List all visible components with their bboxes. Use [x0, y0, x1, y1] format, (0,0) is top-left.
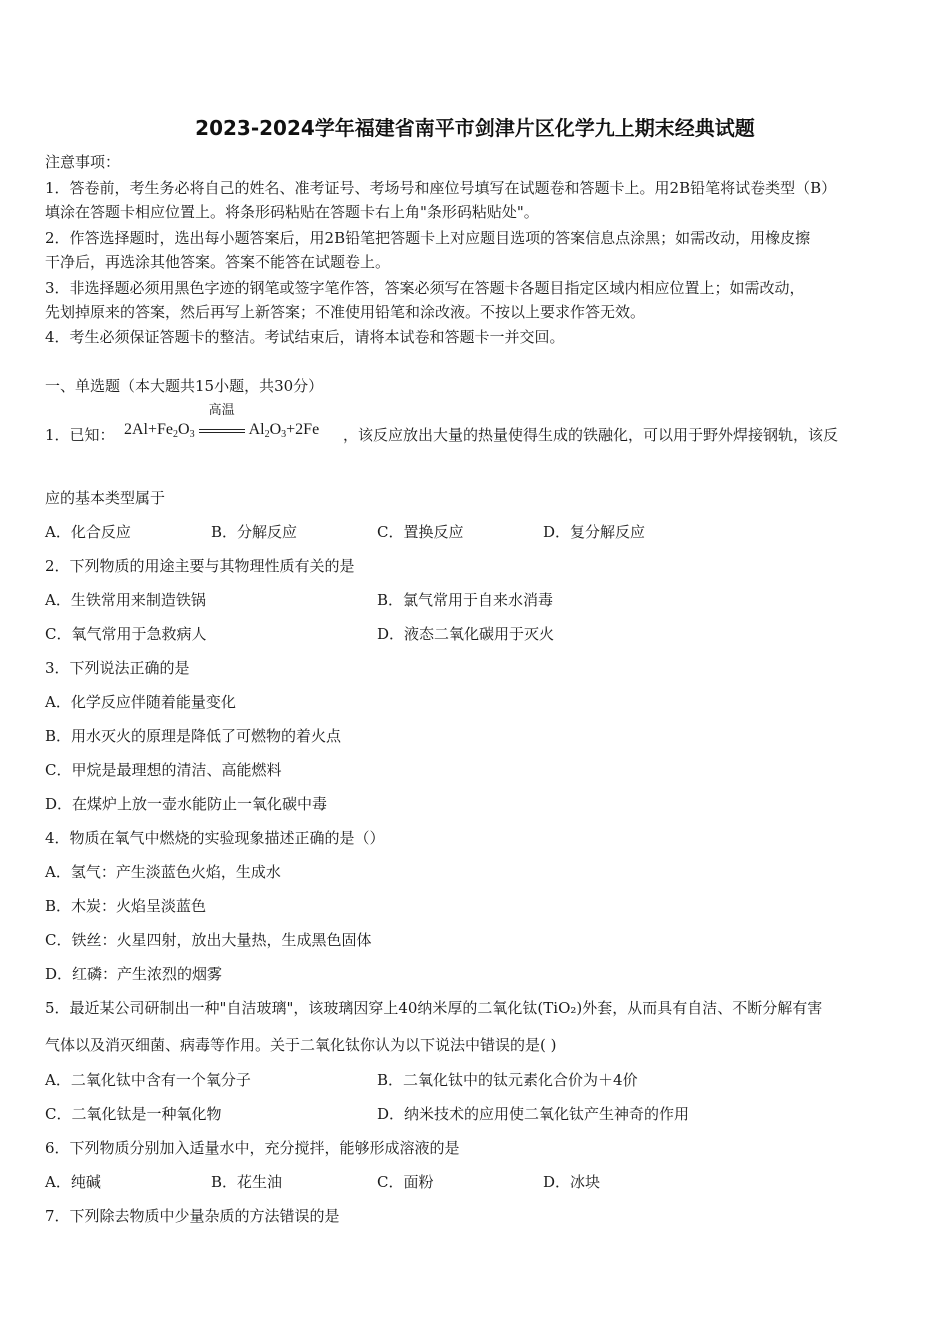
- q5-option-b: B．二氧化钛中的钛元素化合价为＋4价: [377, 1071, 638, 1089]
- q1-option-b: B．分解反应: [211, 523, 298, 541]
- notice-item-3: 3．非选择题必须用黑色字迹的钢笔或签字笔作答，答案必须写在答题卡各题目指定区域内相应位置上；如需改动，: [45, 279, 805, 297]
- q1-option-d: D．复分解反应: [543, 523, 646, 541]
- q4-option-b: B．木炭：火焰呈淡蓝色: [45, 897, 207, 915]
- q4-option-d: D．红磷：产生浓烈的烟雾: [45, 965, 223, 983]
- q1-prefix: 1．已知：: [45, 426, 115, 444]
- q5-option-c: C．二氧化钛是一种氧化物: [45, 1105, 222, 1123]
- reaction-condition: 高温: [199, 420, 245, 440]
- q3-stem: 3．下列说法正确的是: [45, 659, 190, 677]
- q7-stem: 7．下列除去物质中少量杂质的方法错误的是: [45, 1207, 340, 1225]
- q5-option-a: A．二氧化钛中含有一个氧分子: [45, 1071, 251, 1089]
- section-heading: 一、单选题（本大题共15小题，共30分）: [45, 377, 324, 395]
- q2-stem: 2．下列物质的用途主要与其物理性质有关的是: [45, 557, 355, 575]
- q2-option-d: D．液态二氧化碳用于灭火: [377, 625, 555, 643]
- q5-stem-cont: 气体以及消灭细菌、病毒等作用。关于二氧化钛你认为以下说法中错误的是( ): [45, 1036, 557, 1054]
- q1-stem-cont: 应的基本类型属于: [45, 489, 166, 507]
- q4-stem: 4．物质在氧气中燃烧的实验现象描述正确的是（）: [45, 829, 385, 847]
- q3-option-a: A．化学反应伴随着能量变化: [45, 693, 236, 711]
- q3-option-b: B．用水灭火的原理是降低了可燃物的着火点: [45, 727, 342, 745]
- notice-item-1: 1．答卷前，考生务必将自己的姓名、准考证号、考场号和座位号填写在试题卷和答题卡上。用2B铅笔将试卷类型（B）: [45, 179, 837, 197]
- q5-stem: 5．最近某公司研制出一种"自洁玻璃"，该玻璃因穿上40纳米厚的二氧化钛(TiO₂)外套，从而具有自洁、不断分解有害: [45, 999, 823, 1017]
- notice-item-3-cont: 先划掉原来的答案，然后再写上新答案；不准使用铅笔和涂改液。不按以上要求作答无效。: [45, 303, 646, 321]
- notice-item-2: 2．作答选择题时，选出每小题答案后，用2B铅笔把答题卡上对应题目选项的答案信息点涂黑；如需改动，用橡皮擦: [45, 229, 811, 247]
- q6-option-a: A．纯碱: [45, 1173, 101, 1191]
- q1-stem: ，该反应放出大量的热量使得生成的铁融化，可以用于野外焊接钢轨，该反: [343, 426, 839, 444]
- notice-heading: 注意事项：: [45, 153, 121, 171]
- q3-option-d: D．在煤炉上放一壶水能防止一氧化碳中毒: [45, 795, 328, 813]
- q3-option-c: C．甲烷是最理想的清洁、高能燃料: [45, 761, 282, 779]
- notice-item-1-cont: 填涂在答题卡相应位置上。将条形码粘贴在答题卡右上角"条形码粘贴处"。: [45, 203, 539, 221]
- q4-option-a: A．氢气：产生淡蓝色火焰，生成水: [45, 863, 281, 881]
- q1-option-c: C．置换反应: [377, 523, 464, 541]
- q6-option-c: C．面粉: [377, 1173, 434, 1191]
- q1-equation: $2Al+Fe_2O_3$ 高温 $Al_2O_3+2Fe$: [124, 402, 320, 440]
- q6-option-d: D．冰块: [543, 1173, 601, 1191]
- q2-option-b: B．氯气常用于自来水消毒: [377, 591, 554, 609]
- q6-option-b: B．花生油: [211, 1173, 283, 1191]
- q4-option-c: C．铁丝：火星四射，放出大量热，生成黑色固体: [45, 931, 372, 949]
- q2-option-a: A．生铁常用来制造铁锅: [45, 591, 206, 609]
- notice-item-4: 4．考生必须保证答题卡的整洁。考试结束后，请将本试卷和答题卡一并交回。: [45, 328, 565, 346]
- notice-item-2-cont: 干净后，再选涂其他答案。答案不能答在试题卷上。: [45, 253, 391, 271]
- q2-option-c: C．氧气常用于急救病人: [45, 625, 207, 643]
- q6-stem: 6．下列物质分别加入适量水中，充分搅拌，能够形成溶液的是: [45, 1139, 460, 1157]
- q1-option-a: A．化合反应: [45, 523, 131, 541]
- q5-option-d: D．纳米技术的应用使二氧化钛产生神奇的作用: [377, 1105, 690, 1123]
- page-title: 2023-2024学年福建省南平市剑津片区化学九上期末经典试题: [195, 116, 755, 140]
